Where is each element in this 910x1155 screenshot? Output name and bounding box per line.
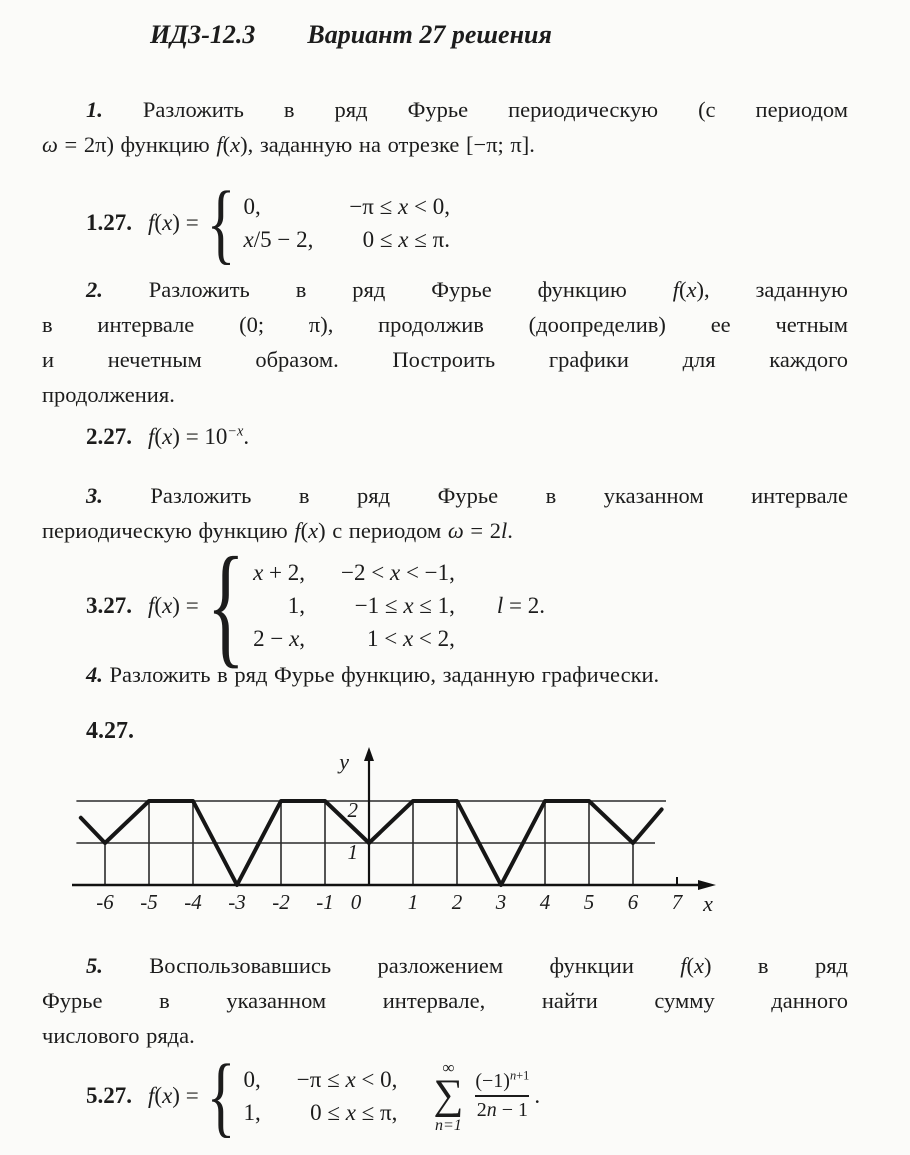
- text-segment: 1,: [243, 1100, 261, 1126]
- case-expr: [243, 223, 313, 256]
- text-segment: Разложить в ряд Фурье в указанном интервале: [102, 483, 848, 508]
- formula-3-27-cases: [253, 556, 455, 655]
- text-segment: x: [253, 560, 264, 585]
- x-tick-label: -2: [272, 890, 290, 914]
- y-axis-arrow-icon: [364, 747, 374, 761]
- text-segment: x: [308, 518, 319, 543]
- formula-1-27-lhs: [148, 210, 199, 236]
- text-segment: n: [509, 1068, 517, 1083]
- problem-3-statement: [42, 478, 848, 548]
- formula-2-27-label: 2.27.: [86, 424, 132, 449]
- sum-upper-limit: ∞: [442, 1058, 455, 1077]
- formula-3-27-label: 3.27.: [86, 592, 132, 618]
- text-segment: ) =: [172, 592, 199, 618]
- text-segment: Разложить в ряд Фурье периодическую (с периодом: [102, 97, 848, 122]
- text-segment: продолжения.: [42, 382, 175, 407]
- text-segment: 2: [476, 1099, 487, 1122]
- text-segment: x: [162, 1083, 173, 1109]
- text-line: [42, 342, 848, 377]
- case-cond: [341, 556, 455, 589]
- text-segment: (: [154, 1083, 163, 1109]
- text-segment: −x: [227, 423, 244, 440]
- x-tick-label: -4: [184, 890, 202, 914]
- text-segment: x: [162, 210, 173, 235]
- text-segment: 2.: [86, 277, 103, 302]
- fraction-bar: [475, 1095, 529, 1097]
- case-cond: [349, 223, 450, 256]
- text-segment: .: [243, 424, 250, 449]
- text-segment: (: [222, 132, 231, 157]
- text-segment: Разложить в ряд Фурье функцию, заданную графически.: [102, 662, 660, 687]
- text-segment: + 2,: [263, 560, 306, 585]
- text-segment: +1: [516, 1068, 530, 1083]
- x-tick-label: 4: [539, 890, 551, 914]
- page-header: [0, 0, 910, 52]
- text-segment: = 2: [463, 518, 501, 543]
- text-segment: 0 ≤: [310, 1100, 346, 1126]
- text-segment: x: [402, 626, 414, 651]
- text-segment: −π ≤: [349, 194, 399, 219]
- text-segment: x: [403, 593, 414, 618]
- text-segment: 4.: [86, 662, 103, 687]
- text-segment: 0,: [243, 194, 261, 219]
- text-segment: x: [230, 132, 241, 157]
- text-segment: x: [389, 560, 401, 585]
- sigma-icon: ∑: [433, 1072, 464, 1118]
- period-mark: .: [534, 1083, 541, 1109]
- formula-3-27-lhs: [148, 593, 199, 619]
- text-segment: /5 − 2,: [253, 227, 314, 252]
- text-segment: периодическую функцию: [42, 518, 295, 543]
- y-tick-label: 2: [347, 798, 358, 822]
- x-tick-label: 0: [350, 890, 362, 914]
- text-segment: (−1): [475, 1070, 510, 1093]
- text-segment: −1 ≤: [354, 593, 404, 618]
- text-segment: f: [216, 132, 223, 157]
- formula-3-27-suffix: [497, 593, 545, 619]
- text-segment: < −1,: [400, 560, 455, 585]
- text-segment: ) =: [172, 210, 199, 235]
- text-line: [42, 127, 848, 162]
- text-segment: 1.: [86, 97, 103, 122]
- text-segment: ) = 10: [172, 424, 228, 449]
- x-tick-label: -6: [96, 890, 114, 914]
- text-segment: x: [694, 953, 705, 978]
- case-expr: [243, 190, 313, 223]
- text-segment: x: [162, 592, 173, 618]
- text-segment: f: [148, 592, 155, 618]
- text-segment: f: [294, 518, 301, 543]
- text-segment: 2 −: [253, 626, 290, 651]
- text-segment: x: [162, 424, 173, 449]
- text-segment: (: [679, 277, 687, 302]
- text-segment: f: [672, 277, 679, 302]
- formula-1-27-cases: [243, 190, 450, 256]
- text-segment: ), заданную на отрезке [−π; π].: [240, 132, 535, 157]
- text-segment: (: [154, 424, 163, 449]
- x-tick-label: -1: [316, 890, 334, 914]
- graph-item-label: 4.27.: [86, 718, 134, 744]
- x-tick-label: 5: [583, 890, 595, 914]
- text-line: [42, 948, 848, 983]
- x-axis-arrow-icon: [698, 880, 716, 890]
- case-expr: [253, 622, 305, 655]
- graph-figure: [24, 745, 910, 940]
- text-segment: в интервале (0; π), продолжив (доопределив) ее четным: [42, 312, 848, 337]
- text-line: [42, 478, 848, 513]
- formula-5-27: [86, 1046, 910, 1146]
- problem-4-statement: [42, 657, 848, 692]
- formula-5-27-label: 5.27.: [86, 1083, 132, 1109]
- text-line: [42, 657, 848, 692]
- case-expr: [253, 556, 305, 589]
- formula-1-27: [86, 173, 910, 273]
- text-segment: < 0,: [408, 194, 450, 219]
- case-cond: [341, 622, 455, 655]
- text-segment: x: [289, 626, 300, 651]
- text-line: [42, 513, 848, 548]
- text-segment: n: [486, 1099, 497, 1122]
- brace-icon: {: [206, 1046, 236, 1146]
- case-expr: [253, 589, 305, 622]
- case-cond: [297, 1096, 398, 1129]
- text-segment: x: [686, 277, 697, 302]
- sum-lower-limit: [435, 1118, 462, 1134]
- formula-5-27-cases: [243, 1063, 397, 1129]
- text-segment: < 0,: [355, 1067, 398, 1093]
- case-cond: [297, 1063, 398, 1096]
- text-segment: l: [496, 592, 504, 618]
- text-segment: ≤ π.: [408, 227, 450, 252]
- problem-1-statement: [42, 92, 848, 162]
- formula-2-27: [86, 424, 910, 450]
- text-segment: f: [148, 424, 155, 449]
- text-segment: ), заданную: [696, 277, 848, 302]
- x-tick-label: -5: [140, 890, 158, 914]
- text-segment: x: [345, 1100, 356, 1126]
- sigma-symbol: [433, 1059, 463, 1134]
- x-axis-label: x: [703, 891, 713, 916]
- text-segment: =1: [442, 1116, 462, 1134]
- case-cond: [349, 190, 450, 223]
- text-line: [42, 307, 848, 342]
- series-sum: [397, 1059, 540, 1134]
- text-segment: ≤ π,: [355, 1100, 398, 1126]
- text-segment: 3.: [86, 483, 103, 508]
- y-tick-label: 1: [347, 840, 358, 864]
- text-segment: − 1: [496, 1099, 528, 1122]
- text-segment: = 2.: [503, 592, 546, 618]
- formula-2-27-expr: [148, 424, 249, 450]
- text-segment: ) =: [172, 1083, 199, 1109]
- x-tick-label: 2: [451, 890, 463, 914]
- text-segment: < 2,: [413, 626, 455, 651]
- problem-2-statement: [42, 272, 848, 412]
- text-segment: 1,: [287, 593, 306, 618]
- x-tick-label: -3: [228, 890, 246, 914]
- text-segment: (: [154, 592, 163, 618]
- text-segment: f: [680, 953, 687, 978]
- text-segment: x: [398, 194, 409, 219]
- formula-5-27-lhs: [148, 1083, 199, 1109]
- variant-title: Вариант 27 решения: [307, 20, 552, 49]
- text-segment: .: [507, 518, 513, 543]
- text-segment: x: [398, 227, 409, 252]
- fraction: [475, 1070, 529, 1122]
- text-segment: n: [434, 1116, 443, 1134]
- text-segment: ) в ряд: [704, 953, 848, 978]
- text-segment: ω: [42, 132, 58, 157]
- brace-icon: {: [206, 530, 246, 681]
- text-segment: и нечетным образом. Построить графики для каждого: [42, 347, 848, 372]
- text-segment: (: [686, 953, 695, 978]
- formula-1-27-label: 1.27.: [86, 210, 132, 235]
- text-segment: 5.: [86, 953, 103, 978]
- text-segment: Разложить в ряд Фурье функцию: [102, 277, 673, 302]
- text-line: [42, 377, 848, 412]
- text-segment: x: [345, 1067, 356, 1093]
- case-expr: [243, 1096, 260, 1129]
- text-segment: f: [148, 1083, 155, 1109]
- x-tick-label: 1: [407, 890, 419, 914]
- text-segment: Фурье в указанном интервале, найти сумму данного: [42, 988, 848, 1013]
- text-line: [42, 272, 848, 307]
- x-tick-label: 3: [495, 890, 507, 914]
- text-segment: ,: [299, 626, 306, 651]
- assignment-code: ИДЗ-12.3: [150, 20, 256, 49]
- fraction-numerator: [475, 1070, 529, 1093]
- text-line: [42, 983, 848, 1018]
- text-segment: f: [148, 210, 155, 235]
- x-tick-label: 7: [671, 890, 683, 914]
- text-segment: l: [500, 518, 508, 543]
- brace-icon: {: [206, 173, 236, 273]
- text-line: [42, 1018, 848, 1053]
- text-segment: 1 <: [366, 626, 403, 651]
- text-segment: 0 ≤: [362, 227, 399, 252]
- function-graph: [24, 745, 884, 935]
- problem-5-statement: [42, 948, 848, 1053]
- text-segment: ω: [447, 518, 464, 543]
- y-axis-label: y: [339, 749, 349, 774]
- x-tick-label: 6: [627, 890, 639, 914]
- text-segment: Воспользовавшись разложением функции: [102, 953, 681, 978]
- text-segment: ) с периодом: [318, 518, 448, 543]
- fraction-denominator: [477, 1099, 528, 1122]
- text-segment: (: [300, 518, 309, 543]
- text-segment: ≤ 1,: [413, 593, 455, 618]
- text-segment: 0,: [243, 1067, 261, 1093]
- text-segment: = 2π) функцию: [57, 132, 217, 157]
- text-segment: −2 <: [341, 560, 390, 585]
- text-segment: −π ≤: [296, 1067, 346, 1093]
- text-line: [42, 92, 848, 127]
- text-segment: x: [243, 227, 254, 252]
- case-expr: [243, 1063, 260, 1096]
- text-segment: (: [154, 210, 163, 235]
- text-segment: числового ряда.: [42, 1023, 195, 1048]
- case-cond: [341, 589, 455, 622]
